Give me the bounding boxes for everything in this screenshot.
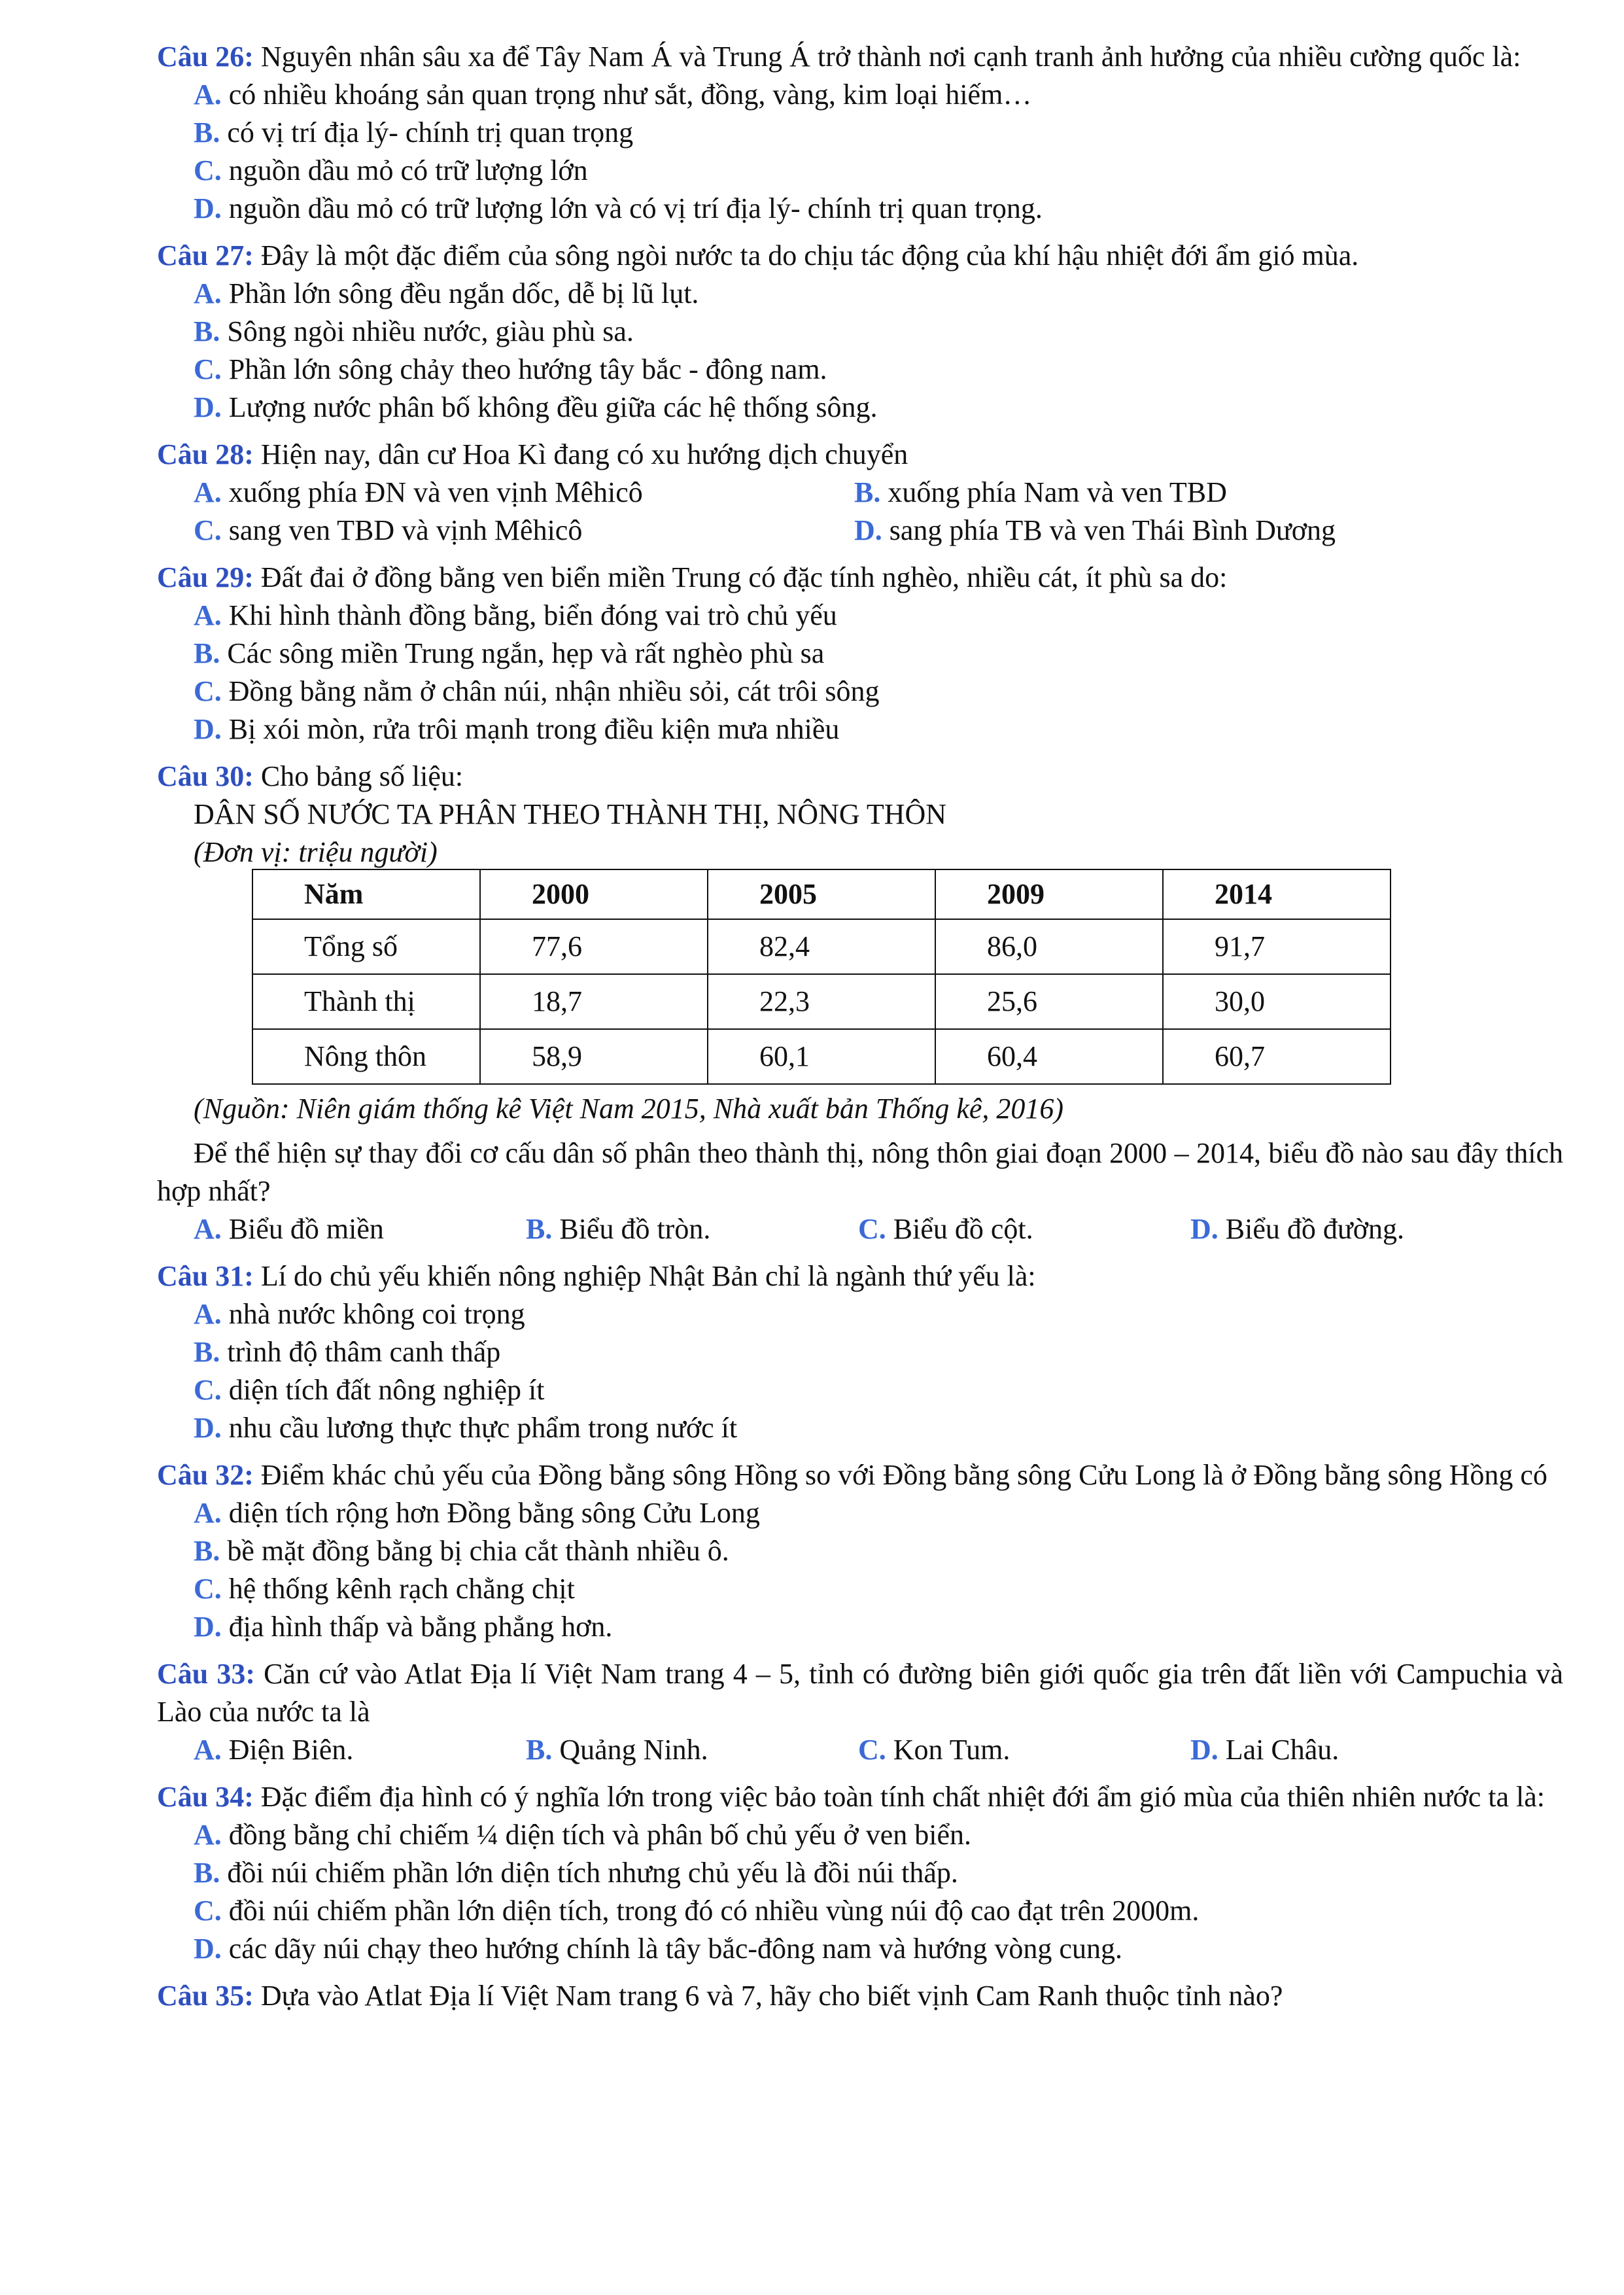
option-letter: B. — [526, 1734, 553, 1766]
option-row — [157, 1731, 1563, 1769]
question-32 — [157, 1456, 1563, 1646]
option-a[interactable] — [157, 1295, 1563, 1333]
option-c[interactable] — [858, 1210, 1190, 1248]
option-text: Quảng Ninh. — [559, 1734, 708, 1766]
question-stem — [157, 1655, 1563, 1731]
table-header-cell: 2009 — [935, 869, 1163, 919]
option-text: có nhiều khoáng sản quan trọng như sắt, đồng, vàng, kim loại hiếm… — [228, 79, 1032, 111]
option-c[interactable] — [157, 673, 1563, 710]
option-c[interactable] — [157, 152, 1563, 190]
option-row — [157, 474, 1563, 512]
option-text: nguồn dầu mỏ có trữ lượng lớn và có vị trí địa lý- chính trị quan trọng. — [228, 192, 1043, 224]
question-number: Câu 32: — [157, 1459, 254, 1491]
option-text: sang ven TBD và vịnh Mêhicô — [228, 514, 583, 546]
table-cell: 22,3 — [708, 974, 935, 1029]
question-26 — [157, 38, 1563, 228]
table-cell: 60,4 — [935, 1029, 1163, 1084]
option-letter: B. — [194, 116, 220, 149]
table-cell: 82,4 — [708, 919, 935, 974]
option-text: Kon Tum. — [893, 1734, 1011, 1766]
option-d[interactable] — [157, 190, 1563, 228]
question-31 — [157, 1257, 1563, 1447]
option-text: Đồng bằng nằm ở chân núi, nhận nhiều sỏi, cát trôi sông — [228, 675, 880, 707]
option-letter: A. — [194, 1298, 222, 1330]
option-letter: D. — [194, 192, 222, 224]
table-header-cell: 2005 — [708, 869, 935, 919]
table-header-cell: 2000 — [480, 869, 708, 919]
option-letter: B. — [194, 637, 220, 669]
question-text: Đặc điểm địa hình có ý nghĩa lớn trong việc bảo toàn tính chất nhiệt đới ẩm gió mùa của thiên nhiên nước ta là: — [260, 1781, 1546, 1813]
option-text: sang phía TB và ven Thái Bình Dương — [889, 514, 1336, 546]
option-letter: D. — [1190, 1213, 1218, 1245]
option-a[interactable] — [157, 76, 1563, 114]
question-number: Câu 33: — [157, 1658, 256, 1690]
table-cell: Tổng số — [252, 919, 480, 974]
option-row — [157, 512, 1563, 550]
option-letter: A. — [194, 1213, 222, 1245]
option-letter: D. — [194, 1611, 222, 1643]
option-letter: A. — [194, 599, 222, 631]
table-header-row — [252, 869, 1391, 919]
table-cell: 60,7 — [1163, 1029, 1391, 1084]
option-d[interactable] — [157, 1930, 1563, 1968]
option-letter: C. — [194, 1374, 222, 1406]
question-text: Cho bảng số liệu: — [260, 760, 464, 792]
option-c[interactable] — [157, 351, 1563, 389]
question-text: Căn cứ vào Atlat Địa lí Việt Nam trang 4 – 5, tỉnh có đường biên giới quốc gia trên đất liền với Campuchia và Lào của nước ta là — [157, 1658, 1563, 1728]
option-d[interactable] — [157, 1409, 1563, 1447]
option-d[interactable] — [1190, 1731, 1523, 1769]
option-text: Biểu đồ tròn. — [559, 1213, 711, 1245]
question-stem — [157, 1778, 1563, 1816]
option-c[interactable] — [157, 1371, 1563, 1409]
option-d[interactable] — [1190, 1210, 1523, 1248]
option-letter: C. — [194, 1895, 222, 1927]
option-letter: A. — [194, 1497, 222, 1529]
option-text: Lượng nước phân bố không đều giữa các hệ thống sông. — [228, 391, 878, 423]
option-a[interactable] — [194, 1731, 526, 1769]
option-letter: B. — [854, 476, 881, 508]
option-letter: A. — [194, 79, 222, 111]
option-letter: C. — [194, 154, 222, 186]
option-text: Các sông miền Trung ngắn, hẹp và rất nghèo phù sa — [227, 637, 825, 669]
question-stem — [157, 1456, 1563, 1494]
table-cell: Thành thị — [252, 974, 480, 1029]
option-a[interactable] — [194, 474, 854, 512]
question-number: Câu 29: — [157, 561, 254, 593]
option-letter: B. — [194, 1535, 220, 1567]
option-text: nhu cầu lương thực thực phẩm trong nước ít — [228, 1412, 738, 1444]
question-number: Câu 28: — [157, 438, 254, 470]
option-d[interactable] — [157, 389, 1563, 427]
question-35 — [157, 1977, 1563, 2015]
option-letter: D. — [194, 1933, 222, 1965]
option-letter: C. — [194, 514, 222, 546]
question-stem — [157, 758, 1563, 796]
option-b[interactable] — [157, 1532, 1563, 1570]
option-text: Biểu đồ đường. — [1225, 1213, 1404, 1245]
option-d[interactable] — [157, 1608, 1563, 1646]
option-a[interactable] — [157, 597, 1563, 635]
table-cell: 30,0 — [1163, 974, 1391, 1029]
table-cell: 25,6 — [935, 974, 1163, 1029]
option-a[interactable] — [194, 1210, 526, 1248]
option-letter: A. — [194, 1819, 222, 1851]
option-text: Lai Châu. — [1225, 1734, 1339, 1766]
question-number: Câu 34: — [157, 1781, 254, 1813]
option-letter: C. — [194, 1573, 222, 1605]
option-a[interactable] — [157, 275, 1563, 313]
option-a[interactable] — [157, 1494, 1563, 1532]
table-source: (Nguồn: Niên giám thống kê Việt Nam 2015, Nhà xuất bản Thống kê, 2016) — [194, 1093, 1064, 1125]
option-a[interactable] — [157, 1816, 1563, 1854]
table-header-cell: Năm — [252, 869, 480, 919]
option-text: Phần lớn sông đều ngắn dốc, dễ bị lũ lụt. — [228, 277, 699, 309]
option-text: hệ thống kênh rạch chằng chịt — [228, 1573, 575, 1605]
question-stem — [157, 237, 1563, 275]
option-text: địa hình thấp và bằng phẳng hơn. — [228, 1611, 613, 1643]
question-text: Lí do chủ yếu khiến nông nghiệp Nhật Bản chỉ là ngành thứ yếu là: — [260, 1260, 1036, 1292]
option-b[interactable] — [157, 1854, 1563, 1892]
table-header-cell: 2014 — [1163, 869, 1391, 919]
option-text: đồi núi chiếm phần lớn diện tích, trong đó có nhiều vùng núi độ cao đạt trên 2000m. — [228, 1895, 1200, 1927]
option-b[interactable] — [526, 1210, 858, 1248]
option-letter: A. — [194, 1734, 222, 1766]
option-text: đồng bằng chỉ chiếm ¼ diện tích và phân bố chủ yếu ở ven biển. — [228, 1819, 971, 1851]
option-text: diện tích đất nông nghiệp ít — [228, 1374, 545, 1406]
table-cell: 18,7 — [480, 974, 708, 1029]
table-cell: 86,0 — [935, 919, 1163, 974]
table-cell: 77,6 — [480, 919, 708, 974]
option-letter: C. — [858, 1734, 886, 1766]
option-text: các dãy núi chạy theo hướng chính là tây bắc-đông nam và hướng vòng cung. — [228, 1933, 1122, 1965]
population-table — [252, 869, 1391, 1085]
table-caption: DÂN SỐ NƯỚC TA PHÂN THEO THÀNH THỊ, NÔNG THÔN — [194, 798, 947, 830]
question-30 — [157, 758, 1563, 1248]
option-c[interactable] — [157, 1570, 1563, 1608]
question-text: Đất đai ở đồng bằng ven biển miền Trung có đặc tính nghèo, nhiều cát, ít phù sa do: — [260, 561, 1228, 593]
option-letter: C. — [194, 675, 222, 707]
question-29 — [157, 559, 1563, 748]
option-letter: D. — [1190, 1734, 1218, 1766]
table-cell: Nông thôn — [252, 1029, 480, 1084]
option-letter: D. — [194, 1412, 222, 1444]
option-text: diện tích rộng hơn Đồng bằng sông Cửu Long — [228, 1497, 760, 1529]
option-text: xuống phía ĐN và ven vịnh Mêhicô — [228, 476, 643, 508]
option-letter: A. — [194, 277, 222, 309]
option-text: Khi hình thành đồng bằng, biển đóng vai trò chủ yếu — [228, 599, 837, 631]
table-cell: 91,7 — [1163, 919, 1391, 974]
table-cell: 60,1 — [708, 1029, 935, 1084]
option-text: có vị trí địa lý- chính trị quan trọng — [227, 116, 634, 149]
option-b[interactable] — [526, 1731, 858, 1769]
option-letter: B. — [194, 315, 220, 347]
table-row — [252, 974, 1391, 1029]
question-number: Câu 27: — [157, 239, 254, 272]
question-prompt: Để thể hiện sự thay đổi cơ cấu dân số phân theo thành thị, nông thôn giai đoạn 2000 – 2014, biểu đồ nào sau đây thích hợp nhất? — [157, 1137, 1563, 1207]
option-c[interactable] — [157, 1892, 1563, 1930]
question-text: Dựa vào Atlat Địa lí Việt Nam trang 6 và 7, hãy cho biết vịnh Cam Ranh thuộc tỉnh nào? — [260, 1980, 1283, 2012]
option-b[interactable] — [157, 635, 1563, 673]
option-text: nguồn dầu mỏ có trữ lượng lớn — [228, 154, 588, 186]
option-letter: B. — [194, 1857, 220, 1889]
option-text: Biểu đồ cột. — [893, 1213, 1033, 1245]
option-c[interactable] — [858, 1731, 1190, 1769]
option-letter: B. — [194, 1336, 220, 1368]
option-row — [157, 1210, 1563, 1248]
option-d[interactable] — [854, 512, 1515, 550]
table-unit: (Đơn vị: triệu người) — [194, 836, 438, 868]
option-text: Điện Biên. — [228, 1734, 354, 1766]
option-b[interactable] — [157, 114, 1563, 152]
table-row — [252, 919, 1391, 974]
question-text: Điểm khác chủ yếu của Đồng bằng sông Hồng so với Đồng bằng sông Cửu Long là ở Đồng bằng sông Hồng có — [260, 1459, 1547, 1491]
option-text: Bị xói mòn, rửa trôi mạnh trong điều kiện mưa nhiều — [228, 713, 840, 745]
question-stem — [157, 1977, 1563, 2015]
option-text: xuống phía Nam và ven TBD — [888, 476, 1227, 508]
question-28 — [157, 436, 1563, 550]
option-text: Biểu đồ miền — [228, 1213, 384, 1245]
question-stem — [157, 38, 1563, 76]
question-text: Nguyên nhân sâu xa để Tây Nam Á và Trung Á trở thành nơi cạnh tranh ảnh hưởng của nhiều cường quốc là: — [260, 41, 1521, 73]
option-text: bề mặt đồng bằng bị chia cắt thành nhiều ô. — [227, 1535, 729, 1567]
option-d[interactable] — [157, 710, 1563, 748]
question-text: Đây là một đặc điểm của sông ngòi nước ta do chịu tác động của khí hậu nhiệt đới ẩm gió mùa. — [260, 239, 1359, 272]
option-letter: D. — [854, 514, 882, 546]
option-text: trình độ thâm canh thấp — [227, 1336, 501, 1368]
table-row — [252, 1029, 1391, 1084]
option-text: đồi núi chiếm phần lớn diện tích nhưng chủ yếu là đồi núi thấp. — [227, 1857, 958, 1889]
question-stem — [157, 1257, 1563, 1295]
question-stem — [157, 436, 1563, 474]
option-b[interactable] — [157, 313, 1563, 351]
option-letter: C. — [194, 353, 222, 385]
option-b[interactable] — [854, 474, 1515, 512]
question-33 — [157, 1655, 1563, 1769]
question-27 — [157, 237, 1563, 427]
question-number: Câu 26: — [157, 41, 254, 73]
option-text: Sông ngòi nhiều nước, giàu phù sa. — [227, 315, 634, 347]
question-stem — [157, 559, 1563, 597]
table-cell: 58,9 — [480, 1029, 708, 1084]
option-letter: B. — [526, 1213, 553, 1245]
question-34 — [157, 1778, 1563, 1968]
option-letter: D. — [194, 391, 222, 423]
option-letter: D. — [194, 713, 222, 745]
exam-page — [157, 38, 1563, 2015]
option-letter: A. — [194, 476, 222, 508]
option-text: nhà nước không coi trọng — [228, 1298, 525, 1330]
option-letter: C. — [858, 1213, 886, 1245]
option-c[interactable] — [194, 512, 854, 550]
question-number: Câu 35: — [157, 1980, 254, 2012]
question-text: Hiện nay, dân cư Hoa Kì đang có xu hướng dịch chuyển — [260, 438, 908, 470]
option-text: Phần lớn sông chảy theo hướng tây bắc - đông nam. — [228, 353, 827, 385]
option-b[interactable] — [157, 1333, 1563, 1371]
question-number: Câu 30: — [157, 760, 254, 792]
question-number: Câu 31: — [157, 1260, 254, 1292]
